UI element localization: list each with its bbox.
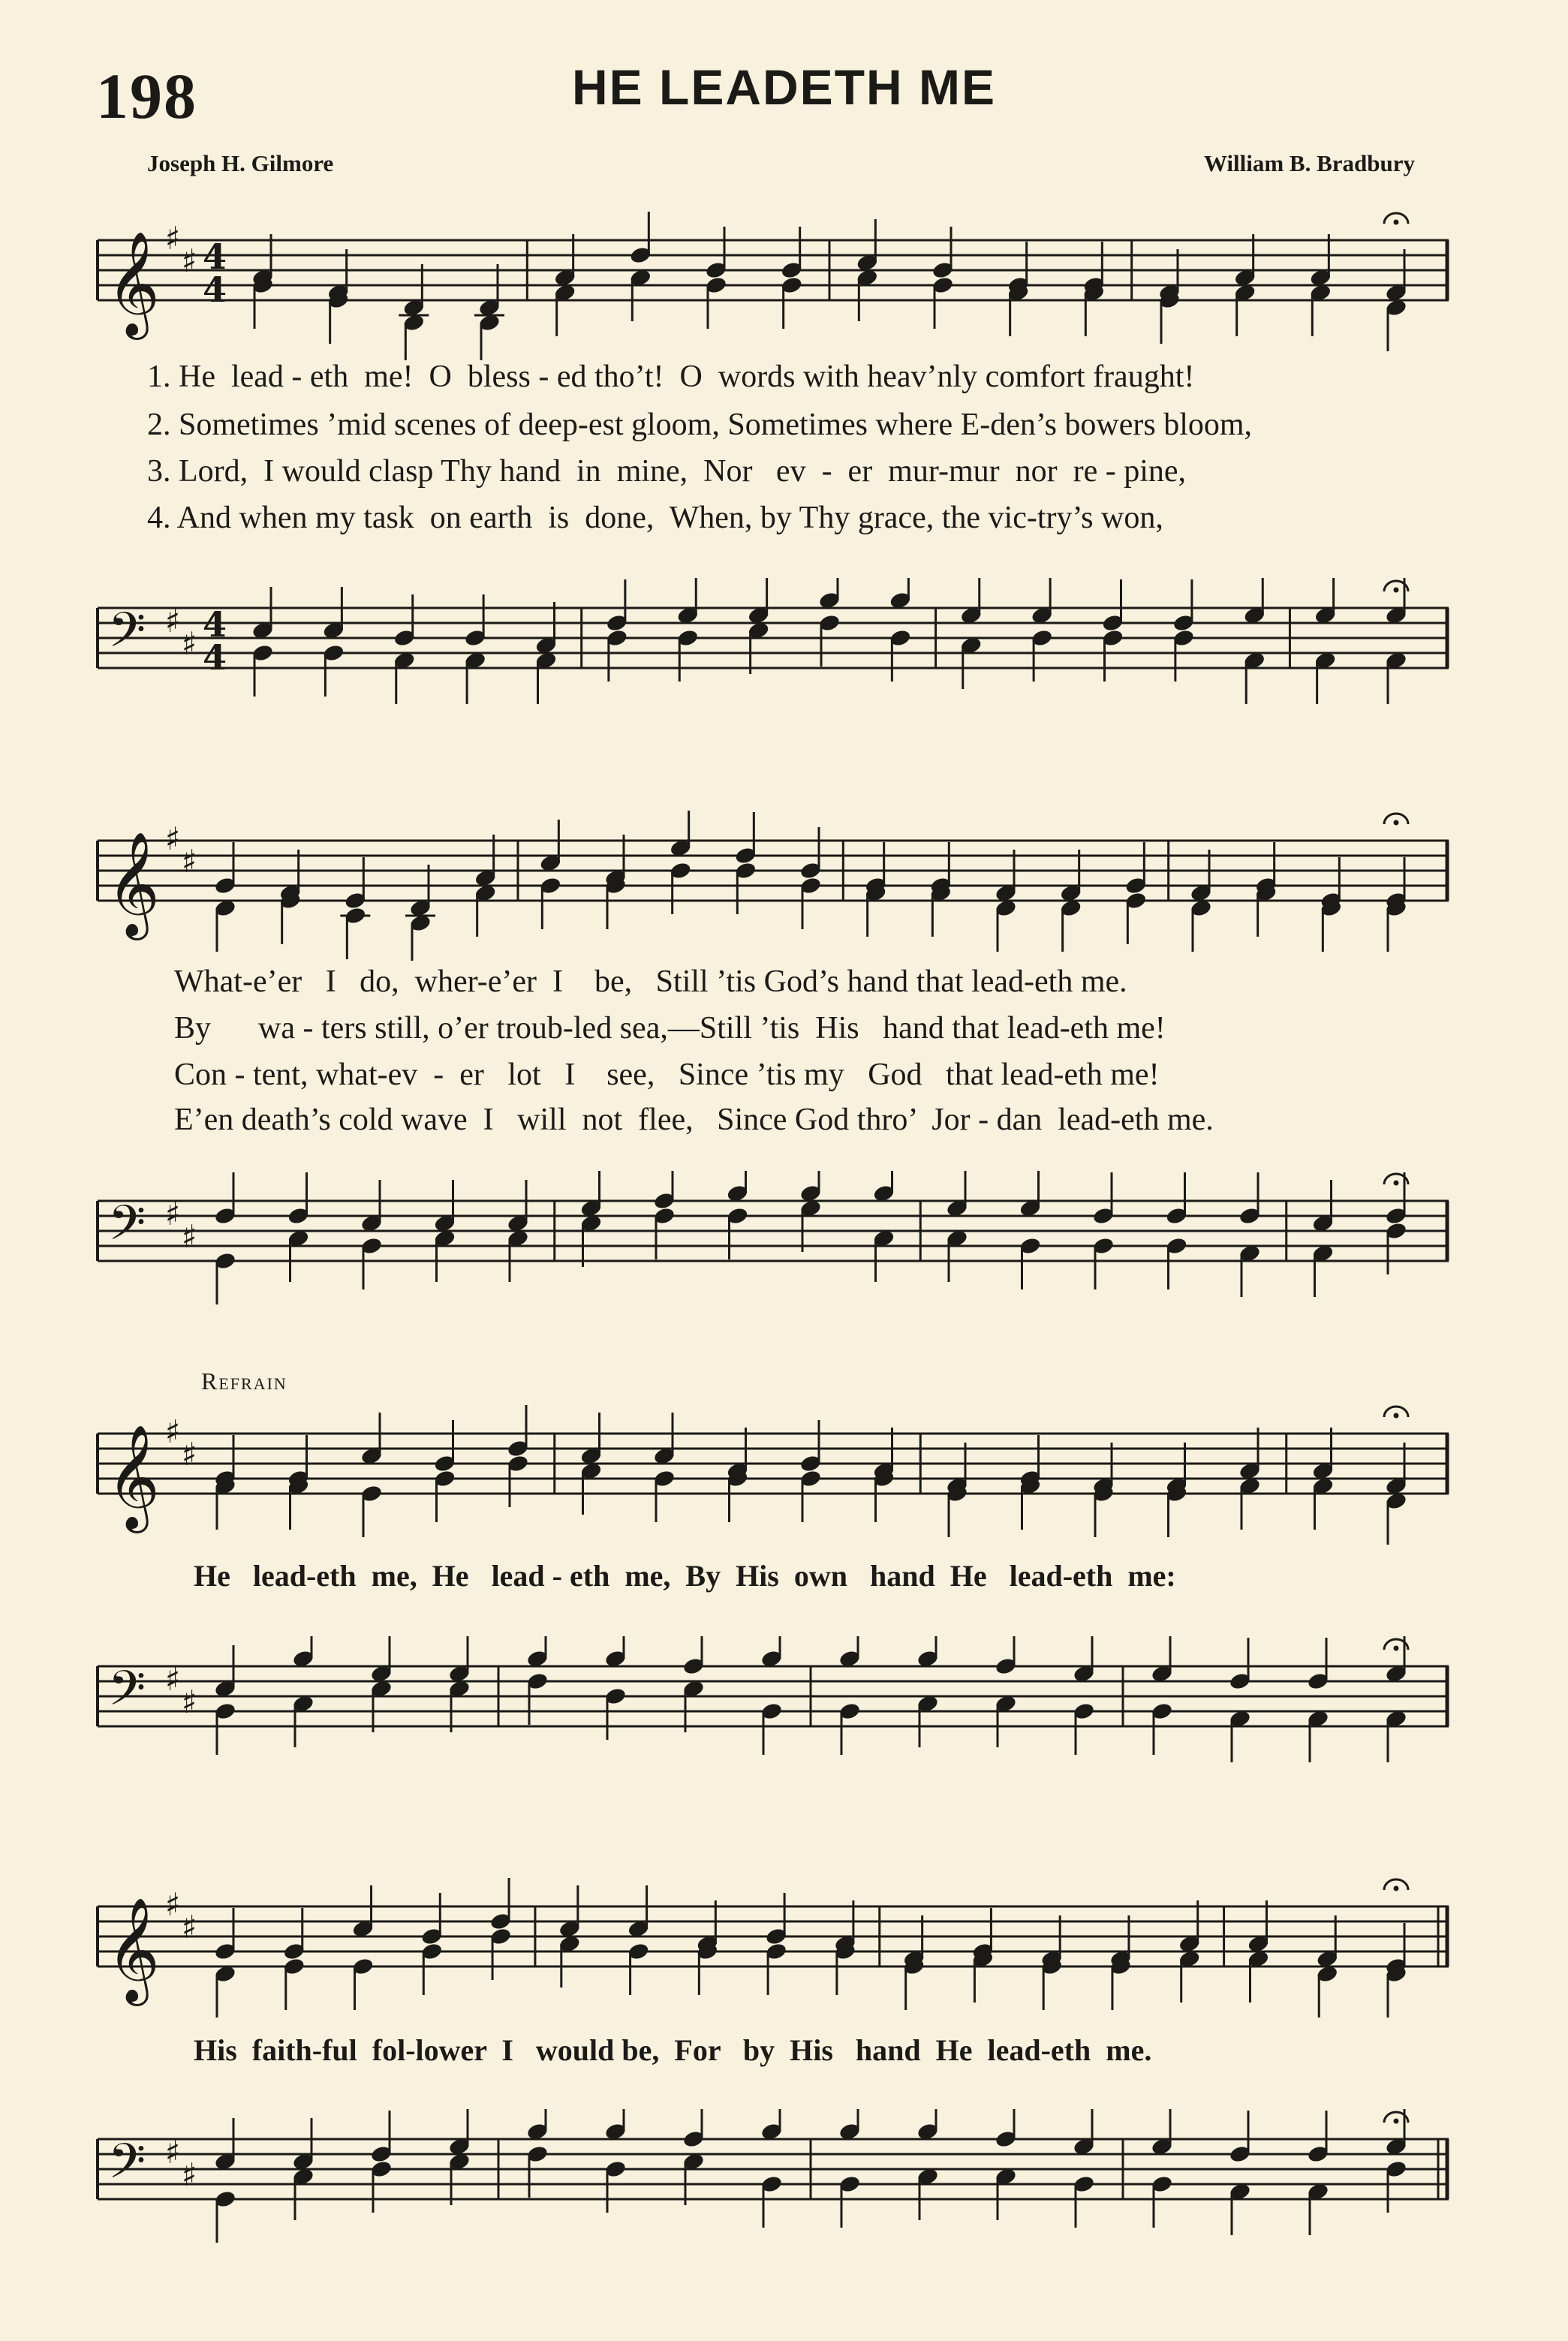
fermata-dot: [1394, 1886, 1399, 1891]
sharp-icon: ♯: [165, 220, 181, 257]
sharp-icon: ♯: [165, 2134, 181, 2171]
fermata-dot: [1394, 820, 1399, 826]
fermata-dot: [1394, 1413, 1399, 1419]
treble-staff-system-3: [90, 1404, 1464, 1554]
sharp-icon: ♯: [182, 625, 197, 662]
time-signature-top: 4: [203, 236, 227, 277]
fermata-dot: [1394, 2119, 1399, 2124]
verse-1-line-2: What-e’er I do, wher-e’er I be, Still ’tis God’s hand that lead-eth me.: [174, 964, 1127, 999]
refrain-label: Refrain: [201, 1368, 287, 1395]
fermata-dot: [1394, 1646, 1399, 1651]
lyricist-credit: Joseph H. Gilmore: [147, 150, 334, 176]
sharp-icon: ♯: [165, 1886, 181, 1923]
treble-clef-icon: 𝄞: [107, 832, 160, 936]
sharp-icon: ♯: [182, 1218, 197, 1255]
sharp-icon: ♯: [182, 843, 197, 880]
bass-staff-system-4: [90, 2109, 1464, 2259]
sharp-icon: ♯: [165, 603, 181, 639]
composer-credit: William B. Bradbury: [1203, 150, 1415, 176]
treble-clef-icon: 𝄞: [107, 1897, 160, 2002]
sharp-icon: ♯: [182, 2156, 197, 2193]
sharp-icon: ♯: [165, 820, 181, 857]
verse-3-line-1: 3. Lord, I would clasp Thy hand in mine, Nor ev - er mur-mur nor re - pine,: [147, 454, 1187, 489]
treble-clef-icon: 𝄞: [107, 1425, 160, 1529]
fermata-dot: [1394, 220, 1399, 225]
bass-clef-icon: 𝄢: [108, 1196, 146, 1263]
treble-staff-system-1: [90, 210, 1464, 360]
verse-4-line-1: 4. And when my task on earth is done, When, by Thy grace, the vic-try’s won,: [147, 501, 1163, 535]
sharp-icon: ♯: [165, 1661, 181, 1698]
time-signature-bottom: 4: [203, 269, 227, 310]
bass-staff-system-3: [90, 1636, 1464, 1786]
sharp-icon: ♯: [165, 1196, 181, 1232]
bass-staff-system-2: [90, 1171, 1464, 1321]
sharp-icon: ♯: [182, 242, 197, 279]
verse-3-line-2: Con - tent, what-ev - er lot I see, Since ’tis my God that lead-eth me!: [174, 1058, 1160, 1092]
refrain-line-2: His faith-ful fol-lower I would be, For by His hand He lead-eth me.: [194, 2033, 1152, 2067]
sharp-icon: ♯: [182, 1909, 197, 1945]
bass-staff-system-1: [90, 578, 1464, 728]
verse-4-line-2: E’en death’s cold wave I will not flee, Since God thro’ Jor - dan lead-eth me.: [174, 1103, 1214, 1137]
verse-1-line-1: 1. He lead - eth me! O bless - ed tho’t! O words with heav’nly comfort fraught!: [147, 360, 1195, 394]
sharp-icon: ♯: [182, 1684, 197, 1720]
treble-staff-system-4: [90, 1876, 1464, 2027]
page-number: 198: [96, 60, 197, 132]
treble-staff-system-2: [90, 811, 1464, 961]
time-signature-bottom: 4: [203, 637, 227, 678]
treble-clef-icon: 𝄞: [107, 231, 160, 336]
refrain-line-1: He lead-eth me, He lead - eth me, By His own hand He lead-eth me:: [194, 1559, 1176, 1593]
bass-clef-icon: 𝄢: [108, 603, 146, 670]
verse-2-line-2: By wa - ters still, o’er troub-led sea,—Still ’tis His hand that lead-eth me!: [174, 1011, 1166, 1046]
fermata-dot: [1394, 1181, 1399, 1186]
sharp-icon: ♯: [182, 1436, 197, 1473]
fermata-dot: [1394, 588, 1399, 593]
time-signature-top: 4: [203, 604, 227, 645]
hymn-title: HE LEADETH ME: [571, 59, 997, 115]
bass-clef-icon: 𝄢: [108, 2134, 146, 2201]
sharp-icon: ♯: [165, 1413, 181, 1450]
bass-clef-icon: 𝄢: [108, 1661, 146, 1729]
verse-2-line-1: 2. Sometimes ’mid scenes of deep-est gloom, Sometimes where E-den’s bowers bloom,: [147, 408, 1253, 442]
